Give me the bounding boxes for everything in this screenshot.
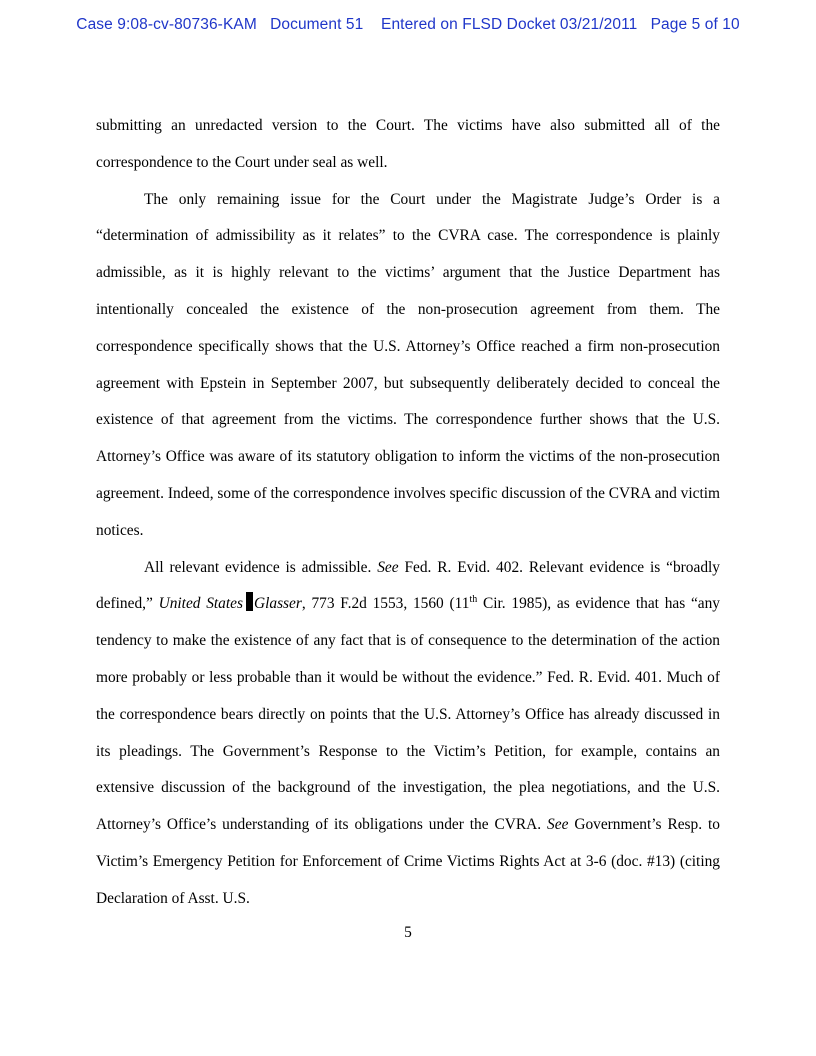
paragraph-3-text: , 773 F.2d 1553, 1560 (11 [301, 595, 470, 613]
page-number: 5 [404, 924, 412, 941]
header-case-number: Case 9:08-cv-80736-KAM [76, 16, 257, 33]
see-signal: See [547, 816, 569, 834]
ordinal-superscript: th [469, 594, 478, 606]
document-body [96, 108, 720, 918]
paragraph-1: submitting an unredacted version to the Court. The victims have also submitted all of the correspondence to the Court under seal as well. [96, 117, 720, 171]
paragraph-3-text: Cir. 1985), as evidence that has “any tendency to make the existence of any fact that is of consequence to the determination of the action more probably or less probable than it would be without the evidence.” Fed. R. Evid. 401. Much of the correspondence bears directly on points that the U.S. Attorney’s Office has already discussed in its pleadings. The Government’s Response to the Victim’s Petition, for example, contains an extensive discussion of the background of the investigation, the plea negotiations, and the U.S. Attorney’s Office’s understanding of its obligations under the CVRA. [96, 595, 721, 834]
paragraph-3-text: Government’s Resp. to Victim’s Emergency Petition for Enforcement of Crime Victims Rights Act at 3-6 (doc. #13) (citing Declaration of Asst. U.S. [96, 816, 720, 907]
header-document-number: Document 51 [270, 16, 364, 33]
paragraph-3-text: Fed. R. Evid. 402. Relevant evidence is “broadly defined,” [96, 558, 720, 613]
header-page-count: Page 5 of 10 [650, 16, 740, 33]
case-name-part: Glasser [253, 595, 302, 613]
case-name-part: United States [158, 595, 243, 613]
paragraph-3 [96, 550, 720, 918]
see-signal: See [377, 558, 399, 576]
paragraph-3-text: All relevant evidence is admissible. [144, 558, 378, 576]
redaction-bar [246, 592, 253, 611]
header-entered-date: Entered on FLSD Docket 03/21/2011 [381, 16, 638, 33]
docket-header [0, 16, 816, 34]
paragraph-2: The only remaining issue for the Court under the Magistrate Judge’s Order is a “determination of admissibility as it relates” to the CVRA case. The correspondence is plainly admissible, as it is highly relevant to the victims’ argument that the Justice Department has intentionally concealed the existence of the non-prosecution agreement from them. The correspondence specifically shows that the U.S. Attorney’s Office reached a firm non-prosecution agreement with Epstein in September 2007, but subsequently deliberately decided to conceal the existence of that agreement from the victims. The correspondence further shows that the U.S. Attorney’s Office was aware of its statutory obligation to inform the victims of the non-prosecution agreement. Indeed, some of the correspondence involves specific discussion of the CVRA and victim notices. [96, 190, 720, 539]
